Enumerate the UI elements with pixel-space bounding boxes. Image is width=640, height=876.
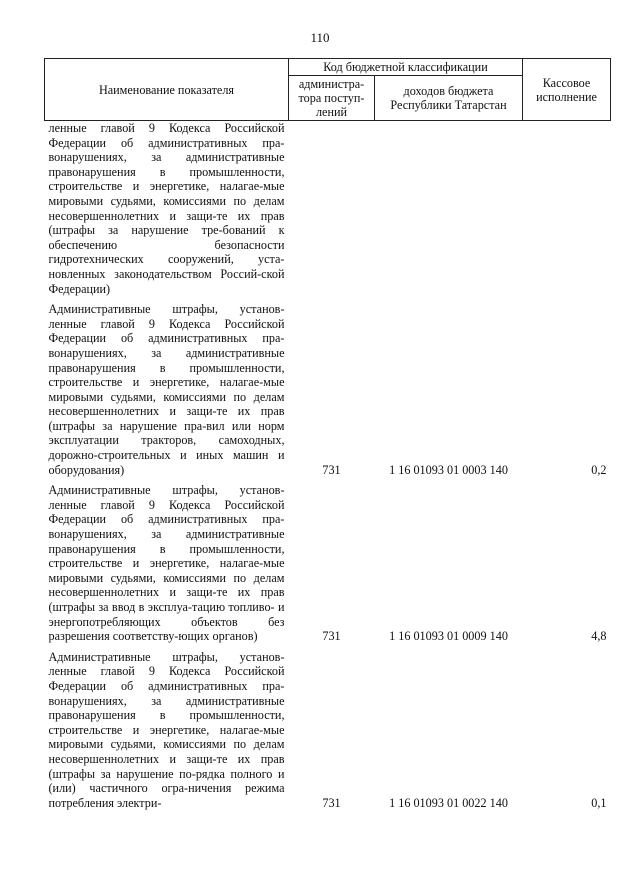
- header-cash-execution: Кассовое исполнение: [523, 59, 611, 121]
- indicator-name-cell: ленные главой 9 Кодекса Российской Федерации об административных пра-вонарушениях, за административные правонарушения в промышленности, строительстве и энергетике, налагае-мые мировыми судьями, комиссиями по делам несовершеннолетних и защи-те их прав (штрафы за нарушение тре-бований к обеспечению безопасности гидротехнических сооружений, уста-новленных законодательством Россий-ской Федерации): [48, 121, 285, 296]
- amount-cell: 0,2: [591, 462, 607, 477]
- page-number: 110: [310, 30, 330, 45]
- header-income-code: доходов бюджета Республики Татарстан: [375, 76, 523, 121]
- table-row: [45, 298, 611, 479]
- administrator-code-cell: 731: [322, 629, 341, 644]
- table-row: [45, 121, 611, 299]
- amount-cell: [523, 121, 611, 299]
- table-row: [45, 646, 611, 813]
- income-code-cell: [375, 121, 523, 299]
- budget-table: [44, 58, 611, 812]
- income-code-cell: 1 16 01093 01 0003 140: [389, 462, 508, 477]
- amount-cell: 0,1: [591, 795, 607, 810]
- indicator-name-cell: Административные штрафы, установ-ленные главой 9 Кодекса Российской Федерации об административных пра-вонарушениях, за административные правонарушения в промышленности, строительстве и энергетике, налагае-мые мировыми судьями, комиссиями по делам несовершеннолетних и защи-те их прав (штрафы за нарушение по-рядка полного и (или) частичного огра-ничения режима потребления электри-: [48, 649, 285, 810]
- income-code-cell: 1 16 01093 01 0009 140: [389, 629, 508, 644]
- header-indicator-name: Наименование показателя: [45, 59, 289, 121]
- indicator-name-cell: Административные штрафы, установ-ленные главой 9 Кодекса Российской Федерации об административных пра-вонарушениях, за административные правонарушения в промышленности, строительстве и энергетике, налагае-мые мировыми судьями, комиссиями по делам несовершеннолетних и защи-те их прав (штрафы за нарушение пра-вил или норм эксплуатации тракторов, самоходных, дорожно-строительных и иных машин и оборудования): [48, 302, 285, 477]
- amount-cell: 4,8: [591, 629, 607, 644]
- administrator-code-cell: 731: [322, 462, 341, 477]
- header-administrator: администра-тора поступ-лений: [289, 76, 375, 121]
- table-body: [45, 121, 611, 813]
- header-budget-code: Код бюджетной классификации: [289, 59, 523, 76]
- income-code-cell: 1 16 01093 01 0022 140: [389, 795, 508, 810]
- administrator-code-cell: 731: [322, 795, 341, 810]
- indicator-name-cell: Административные штрафы, установ-ленные главой 9 Кодекса Российской Федерации об административных пра-вонарушениях, за административные правонарушения в промышленности, строительстве и энергетике, налагае-мые мировыми судьями, комиссиями по делам несовершеннолетних и защи-те их прав (штрафы за ввод в эксплуа-тацию топливо- и энергопотребляющих объектов без разрешения соответству-ющих органов): [48, 483, 285, 644]
- table-row: [45, 479, 611, 646]
- administrator-code-cell: [289, 121, 375, 299]
